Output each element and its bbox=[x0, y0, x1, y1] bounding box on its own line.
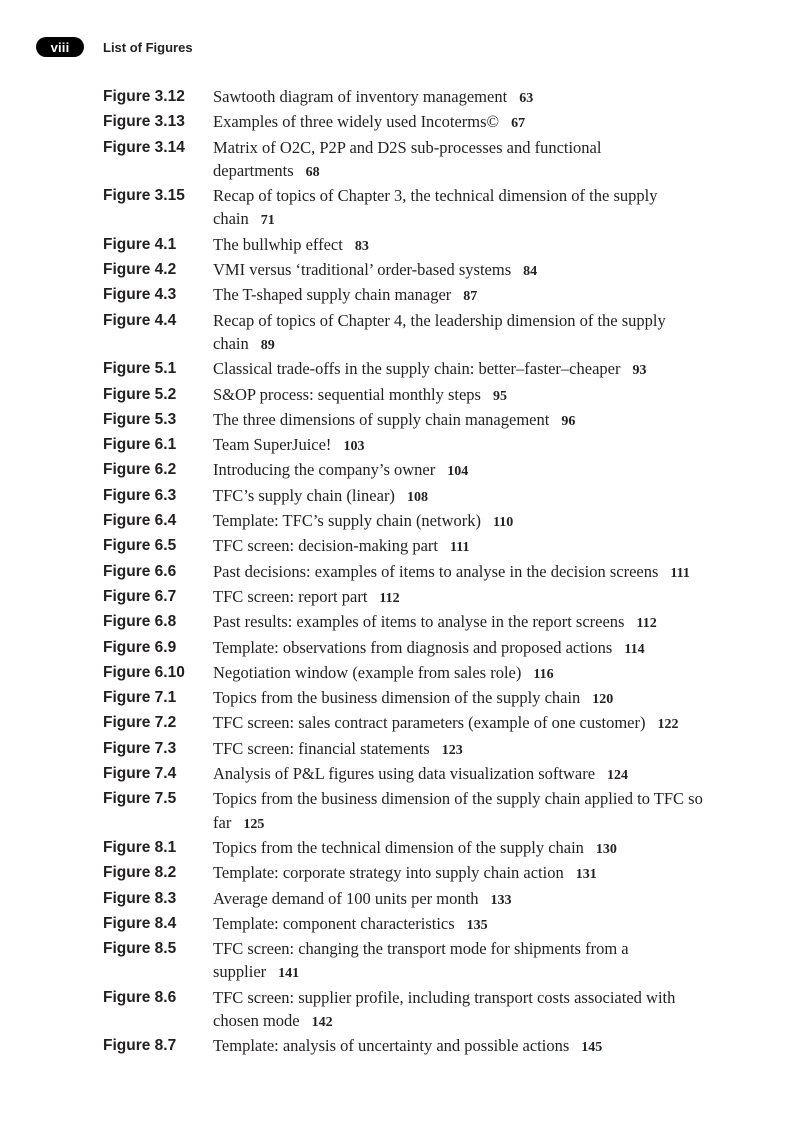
figure-title: Recap of topics of Chapter 4, the leadership dimension of the supply chain bbox=[213, 310, 666, 353]
figure-label: Figure 6.7 bbox=[103, 587, 177, 605]
figure-label: Figure 8.1 bbox=[103, 838, 177, 856]
figure-caption bbox=[213, 458, 708, 483]
figure-label: Figure 6.5 bbox=[103, 537, 177, 555]
figure-page-number: 122 bbox=[657, 717, 679, 733]
figure-label: Figure 7.3 bbox=[103, 739, 177, 757]
figure-page-number: 89 bbox=[260, 337, 275, 353]
figure-label: Figure 8.4 bbox=[103, 914, 177, 932]
figure-page-number: 124 bbox=[607, 768, 629, 784]
figure-entry bbox=[103, 610, 723, 635]
figure-caption bbox=[213, 610, 708, 635]
figure-caption bbox=[213, 560, 708, 585]
figure-caption bbox=[213, 484, 708, 509]
figure-entry bbox=[103, 309, 723, 358]
figure-title: Template: TFC’s supply chain (network) bbox=[213, 511, 481, 531]
figure-caption bbox=[213, 184, 708, 233]
figure-title: TFC screen: changing the transport mode for shipments from a supplier bbox=[213, 939, 629, 982]
figure-page-number: 95 bbox=[492, 388, 507, 404]
figure-label: Figure 6.1 bbox=[103, 436, 177, 454]
figure-label: Figure 5.3 bbox=[103, 410, 177, 428]
figure-label: Figure 6.2 bbox=[103, 461, 177, 479]
figure-entry bbox=[103, 383, 723, 408]
figure-caption bbox=[213, 1034, 708, 1059]
figure-label: Figure 6.9 bbox=[103, 638, 177, 656]
figure-caption bbox=[213, 383, 708, 408]
figure-caption bbox=[213, 85, 708, 110]
figure-page-number: 142 bbox=[311, 1014, 333, 1030]
figure-caption bbox=[213, 836, 708, 861]
figure-caption bbox=[213, 661, 708, 686]
figure-entry bbox=[103, 887, 723, 912]
figure-caption bbox=[213, 110, 708, 135]
figure-title: The three dimensions of supply chain management bbox=[213, 409, 550, 429]
figure-label: Figure 4.1 bbox=[103, 235, 177, 253]
figure-page-number: 114 bbox=[624, 641, 645, 657]
figure-title: Topics from the business dimension of the supply chain bbox=[213, 688, 581, 708]
figure-entry bbox=[103, 986, 723, 1035]
figure-label: Figure 6.3 bbox=[103, 486, 177, 504]
figure-entry bbox=[103, 85, 723, 110]
figure-title: TFC screen: decision-making part bbox=[213, 536, 438, 556]
figure-entry bbox=[103, 136, 723, 185]
list-of-figures bbox=[103, 85, 723, 1060]
figure-entry bbox=[103, 534, 723, 559]
running-head: List of Figures bbox=[103, 39, 193, 55]
figure-page-number: 96 bbox=[561, 413, 576, 429]
figure-title: TFC screen: supplier profile, including transport costs associated with chosen mode bbox=[213, 987, 676, 1030]
figure-title: Average demand of 100 units per month bbox=[213, 888, 479, 908]
figure-label: Figure 3.14 bbox=[103, 138, 185, 156]
figure-page-number: 123 bbox=[441, 742, 463, 758]
figure-entry bbox=[103, 737, 723, 762]
figure-caption bbox=[213, 636, 708, 661]
figure-caption bbox=[213, 309, 708, 358]
figure-title: Sawtooth diagram of inventory management bbox=[213, 87, 508, 106]
figure-entry bbox=[103, 283, 723, 308]
figure-label: Figure 7.1 bbox=[103, 689, 177, 707]
figure-label: Figure 5.1 bbox=[103, 360, 177, 378]
figure-title: Classical trade-offs in the supply chain: better–faster–cheaper bbox=[213, 359, 621, 379]
figure-caption bbox=[213, 585, 708, 610]
figure-entry bbox=[103, 233, 723, 258]
figure-title: Recap of topics of Chapter 3, the technical dimension of the supply chain bbox=[213, 186, 658, 229]
figure-page-number: 83 bbox=[354, 238, 369, 254]
figure-label: Figure 7.4 bbox=[103, 765, 177, 783]
figure-caption bbox=[213, 937, 708, 986]
figure-title: TFC screen: financial statements bbox=[213, 738, 430, 758]
figure-entry bbox=[103, 636, 723, 661]
figure-entry bbox=[103, 560, 723, 585]
figure-entry bbox=[103, 787, 723, 836]
figure-title: Team SuperJuice! bbox=[213, 435, 332, 455]
figure-label: Figure 3.15 bbox=[103, 187, 185, 205]
figure-label: Figure 6.4 bbox=[103, 512, 177, 530]
figure-page-number: 71 bbox=[260, 213, 275, 229]
figure-page-number: 125 bbox=[243, 816, 265, 832]
figure-page-number: 116 bbox=[533, 666, 554, 682]
figure-page-number: 68 bbox=[305, 164, 320, 180]
figure-entry bbox=[103, 912, 723, 937]
figure-label: Figure 7.2 bbox=[103, 714, 177, 732]
figure-caption bbox=[213, 861, 708, 886]
figure-title: TFC screen: sales contract parameters (example of one customer) bbox=[213, 713, 646, 733]
figure-caption bbox=[213, 509, 708, 534]
figure-caption bbox=[213, 408, 708, 433]
figure-caption bbox=[213, 762, 708, 787]
figure-label: Figure 6.10 bbox=[103, 663, 185, 681]
figure-title: Negotiation window (example from sales role) bbox=[213, 662, 522, 682]
figure-label: Figure 3.12 bbox=[103, 88, 185, 105]
figure-caption bbox=[213, 136, 708, 185]
figure-label: Figure 4.2 bbox=[103, 261, 177, 279]
figure-title: S&OP process: sequential monthly steps bbox=[213, 384, 481, 404]
figure-page-number: 93 bbox=[632, 363, 647, 379]
figure-page-number: 131 bbox=[575, 867, 597, 883]
figure-page-number: 141 bbox=[278, 966, 300, 982]
figure-title: Introducing the company’s owner bbox=[213, 460, 436, 480]
figure-title: Matrix of O2C, P2P and D2S sub-processes and functional departments bbox=[213, 137, 602, 180]
figure-entry bbox=[103, 585, 723, 610]
figure-label: Figure 7.5 bbox=[103, 790, 177, 808]
figure-entry bbox=[103, 937, 723, 986]
figure-entry bbox=[103, 110, 723, 135]
figure-title: Analysis of P&L figures using data visualization software bbox=[213, 764, 596, 784]
page-header bbox=[36, 36, 193, 58]
figure-page-number: 130 bbox=[595, 841, 617, 857]
figure-title: Topics from the business dimension of the supply chain applied to TFC so far bbox=[213, 789, 703, 832]
figure-page-number: 133 bbox=[490, 892, 512, 908]
figure-title: The bullwhip effect bbox=[213, 234, 343, 254]
figure-entry bbox=[103, 357, 723, 382]
figure-title: Past decisions: examples of items to analyse in the decision screens bbox=[213, 561, 659, 581]
figure-entry bbox=[103, 509, 723, 534]
figure-page-number: 120 bbox=[592, 692, 614, 708]
figure-entry bbox=[103, 484, 723, 509]
figure-title: Template: observations from diagnosis and proposed actions bbox=[213, 637, 613, 657]
figure-page-number: 103 bbox=[343, 439, 365, 455]
figure-title: Past results: examples of items to analyse in the report screens bbox=[213, 612, 625, 632]
figure-entry bbox=[103, 408, 723, 433]
figure-title: TFC screen: report part bbox=[213, 586, 368, 606]
figure-label: Figure 5.2 bbox=[103, 385, 177, 403]
figure-page-number: 145 bbox=[581, 1040, 603, 1056]
figure-label: Figure 8.3 bbox=[103, 889, 177, 907]
figure-page-number: 104 bbox=[447, 464, 469, 480]
figure-title: VMI versus ‘traditional’ order-based systems bbox=[213, 260, 512, 280]
figure-page-number: 111 bbox=[670, 565, 690, 581]
figure-entry bbox=[103, 861, 723, 886]
figure-caption bbox=[213, 534, 708, 559]
figure-entry bbox=[103, 184, 723, 233]
figure-label: Figure 4.4 bbox=[103, 311, 177, 329]
figure-page-number: 110 bbox=[493, 515, 514, 531]
figure-entry bbox=[103, 711, 723, 736]
figure-title: Examples of three widely used Incoterms© bbox=[213, 112, 500, 132]
figure-caption bbox=[213, 433, 708, 458]
figure-caption bbox=[213, 686, 708, 711]
figure-title: The T-shaped supply chain manager bbox=[213, 285, 452, 305]
figure-entry bbox=[103, 762, 723, 787]
figure-title: TFC’s supply chain (linear) bbox=[213, 485, 395, 505]
figure-title: Template: analysis of uncertainty and possible actions bbox=[213, 1036, 570, 1056]
figure-label: Figure 6.6 bbox=[103, 562, 177, 580]
figure-label: Figure 3.13 bbox=[103, 113, 185, 131]
figure-caption bbox=[213, 787, 708, 836]
figure-title: Topics from the technical dimension of the supply chain bbox=[213, 837, 584, 857]
figure-page-number: 67 bbox=[511, 116, 526, 132]
figure-page-number: 63 bbox=[519, 91, 534, 106]
figure-caption bbox=[213, 357, 708, 382]
figure-label: Figure 8.7 bbox=[103, 1037, 177, 1055]
figure-title: Template: component characteristics bbox=[213, 913, 455, 933]
figure-caption bbox=[213, 737, 708, 762]
figure-caption bbox=[213, 233, 708, 258]
figure-label: Figure 8.5 bbox=[103, 940, 177, 958]
figure-entry bbox=[103, 661, 723, 686]
figure-page-number: 111 bbox=[449, 540, 470, 556]
figure-caption bbox=[213, 887, 708, 912]
figure-entry bbox=[103, 458, 723, 483]
figure-title: Template: corporate strategy into supply chain action bbox=[213, 863, 564, 883]
page-number-badge: viii bbox=[36, 37, 84, 57]
figure-entry bbox=[103, 258, 723, 283]
figure-page-number: 112 bbox=[379, 590, 400, 606]
figure-label: Figure 6.8 bbox=[103, 613, 177, 631]
figure-label: Figure 8.6 bbox=[103, 988, 177, 1006]
figure-entry bbox=[103, 686, 723, 711]
figure-page-number: 108 bbox=[406, 489, 428, 505]
figure-page-number: 135 bbox=[466, 917, 488, 933]
figure-caption bbox=[213, 258, 708, 283]
figure-entry bbox=[103, 433, 723, 458]
figure-caption bbox=[213, 283, 708, 308]
figure-page-number: 87 bbox=[463, 289, 478, 305]
figure-entry bbox=[103, 836, 723, 861]
figure-label: Figure 4.3 bbox=[103, 286, 177, 304]
figure-caption bbox=[213, 912, 708, 937]
figure-page-number: 84 bbox=[523, 264, 538, 280]
figure-page-number: 112 bbox=[636, 616, 657, 632]
figure-label: Figure 8.2 bbox=[103, 864, 177, 882]
figure-caption bbox=[213, 986, 708, 1035]
figure-caption bbox=[213, 711, 708, 736]
figure-entry bbox=[103, 1034, 723, 1059]
